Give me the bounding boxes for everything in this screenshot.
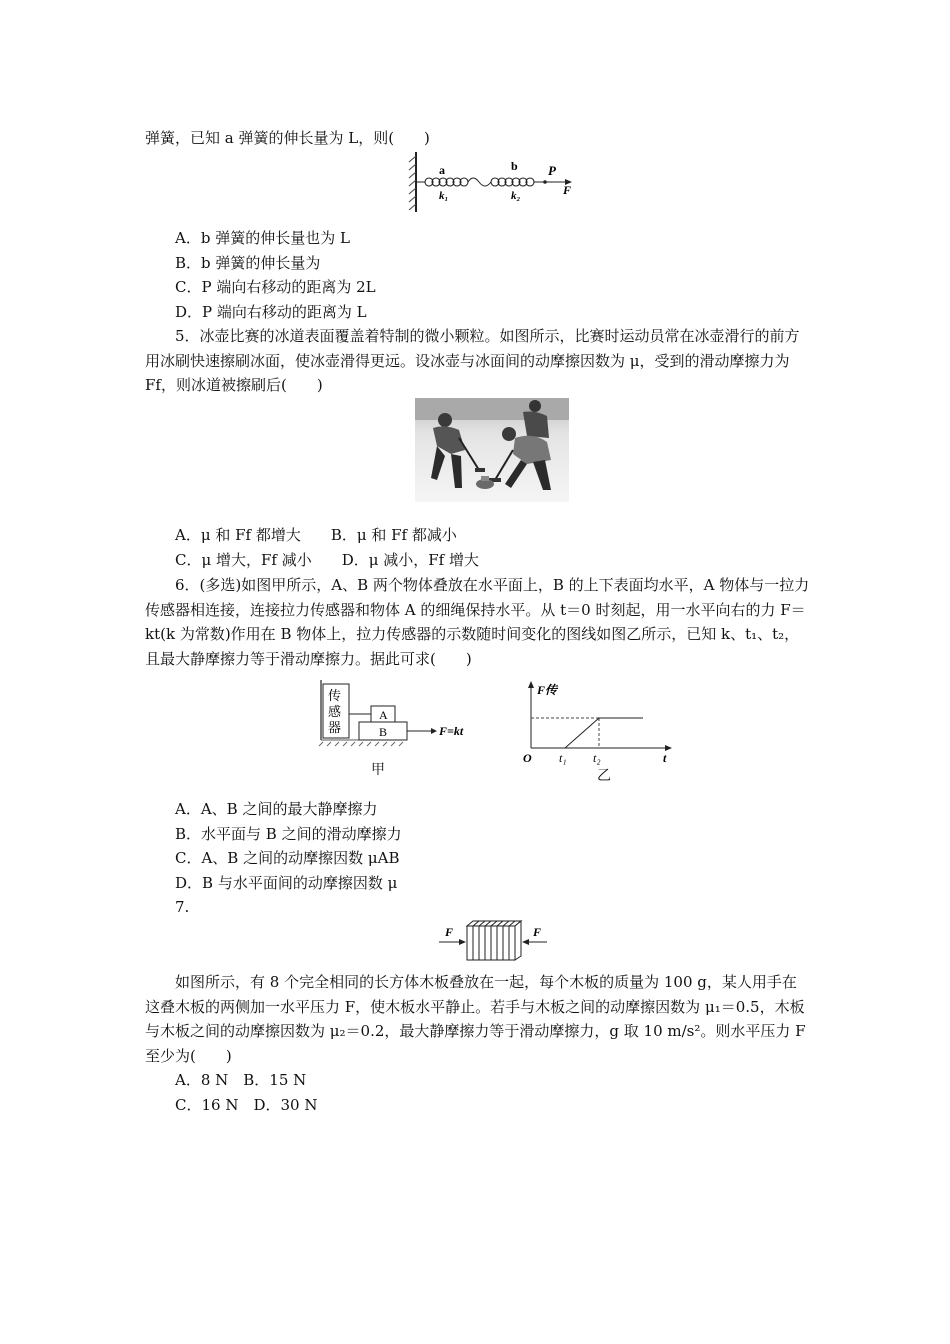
origin-label: O bbox=[523, 751, 532, 765]
block-b-label: B bbox=[379, 725, 388, 739]
q6-option-c: C．A、B 之间的动摩擦因数 μAB bbox=[175, 849, 400, 867]
sensor-label-3: 器 bbox=[328, 720, 342, 735]
y-axis-label: F传 bbox=[537, 683, 558, 697]
t1-label: t₁ bbox=[559, 751, 567, 765]
q7-options-row2: C．16 N D．30 N bbox=[175, 1096, 318, 1114]
label-a: a bbox=[439, 163, 445, 177]
q5-options-row1: A．μ 和 Ff 都增大 B．μ 和 Ff 都减小 bbox=[175, 526, 457, 544]
figure-yi bbox=[525, 680, 675, 774]
q4-stem: 弹簧，已知 a 弹簧的伸长量为 L，则( ) bbox=[145, 129, 430, 147]
q4-option-c: C．P 端向右移动的距离为 2L bbox=[175, 278, 376, 296]
sensor-label-1: 传 bbox=[328, 688, 342, 703]
label-b: b bbox=[511, 159, 518, 173]
force-label: F=kt bbox=[439, 724, 464, 738]
caption-yi: 乙 bbox=[597, 768, 611, 784]
left-force-label: F bbox=[445, 925, 454, 939]
q7-number: 7. bbox=[175, 898, 190, 916]
q4-option-b: B．b 弹簧的伸长量为 bbox=[175, 254, 321, 272]
q7-options-row1: A．8 N B．15 N bbox=[175, 1071, 307, 1089]
q6-option-d: D．B 与水平面间的动摩擦因数 μ bbox=[175, 874, 398, 892]
t2-label: t₂ bbox=[593, 751, 601, 765]
q4-option-a: A．b 弹簧的伸长量也为 L bbox=[175, 229, 350, 247]
label-k1: k₁ bbox=[439, 190, 449, 202]
q6-option-a: A．A、B 之间的最大静摩擦力 bbox=[175, 800, 378, 818]
boards-figure bbox=[437, 918, 549, 970]
q5-stem: 5．冰壶比赛的冰道表面覆盖着特制的微小颗粒。如图所示，比赛时运动员常在冰壶滑行的前方用冰刷快速擦刷冰面，使冰壶滑得更远。设冰壶与冰面间的动摩擦因数为 μ，受到的滑动摩擦力为 Ff，则冰道被擦刷后( ) bbox=[145, 327, 800, 394]
label-f: F bbox=[563, 183, 572, 197]
q6-stem: 6．(多选)如图甲所示，A、B 两个物体叠放在水平面上，B 的上下表面均水平，A 物体与一拉力传感器相连接，连接拉力传感器和物体 A 的细绳保持水平。从 t＝0 时刻起，用一水平向右的力 F＝kt(k 为常数)作用在 B 物体上，拉力传感器的示数随时间变化的图线如图乙所示，已知 k、t₁、t₂，且最大静摩擦力等于滑动摩擦力。据此可求( ) bbox=[145, 576, 810, 668]
caption-jia: 甲 bbox=[371, 762, 385, 778]
curling-photo bbox=[415, 398, 569, 510]
q6-option-b: B．水平面与 B 之间的滑动摩擦力 bbox=[175, 825, 402, 843]
q7-stem: 如图所示，有 8 个完全相同的长方体木板叠放在一起，每个木板的质量为 100 g，某人用手在这叠木板的两侧加一水平压力 F，使木板水平静止。若手与木板之间的动摩擦因数为 μ₁＝0.5，木板与木板之间的动摩擦因数为 μ₂＝0.2，最大静摩擦力等于滑动摩擦力，g 取 10 m/s²。则水平压力 F 至少为( ) bbox=[145, 973, 806, 1065]
right-force-label: F bbox=[533, 925, 542, 939]
q5-options-row2: C．μ 增大，Ff 减小 D．μ 减小，Ff 增大 bbox=[175, 551, 479, 569]
q4-option-d: D．P 端向右移动的距离为 L bbox=[175, 303, 367, 321]
spring-figure bbox=[407, 150, 582, 224]
x-axis-label: t bbox=[663, 751, 667, 765]
label-p: P bbox=[548, 163, 556, 178]
label-k2: k₂ bbox=[511, 190, 521, 202]
sensor-label-2: 感 bbox=[328, 704, 342, 719]
block-a-label: A bbox=[379, 708, 388, 722]
figure-jia bbox=[319, 680, 479, 754]
